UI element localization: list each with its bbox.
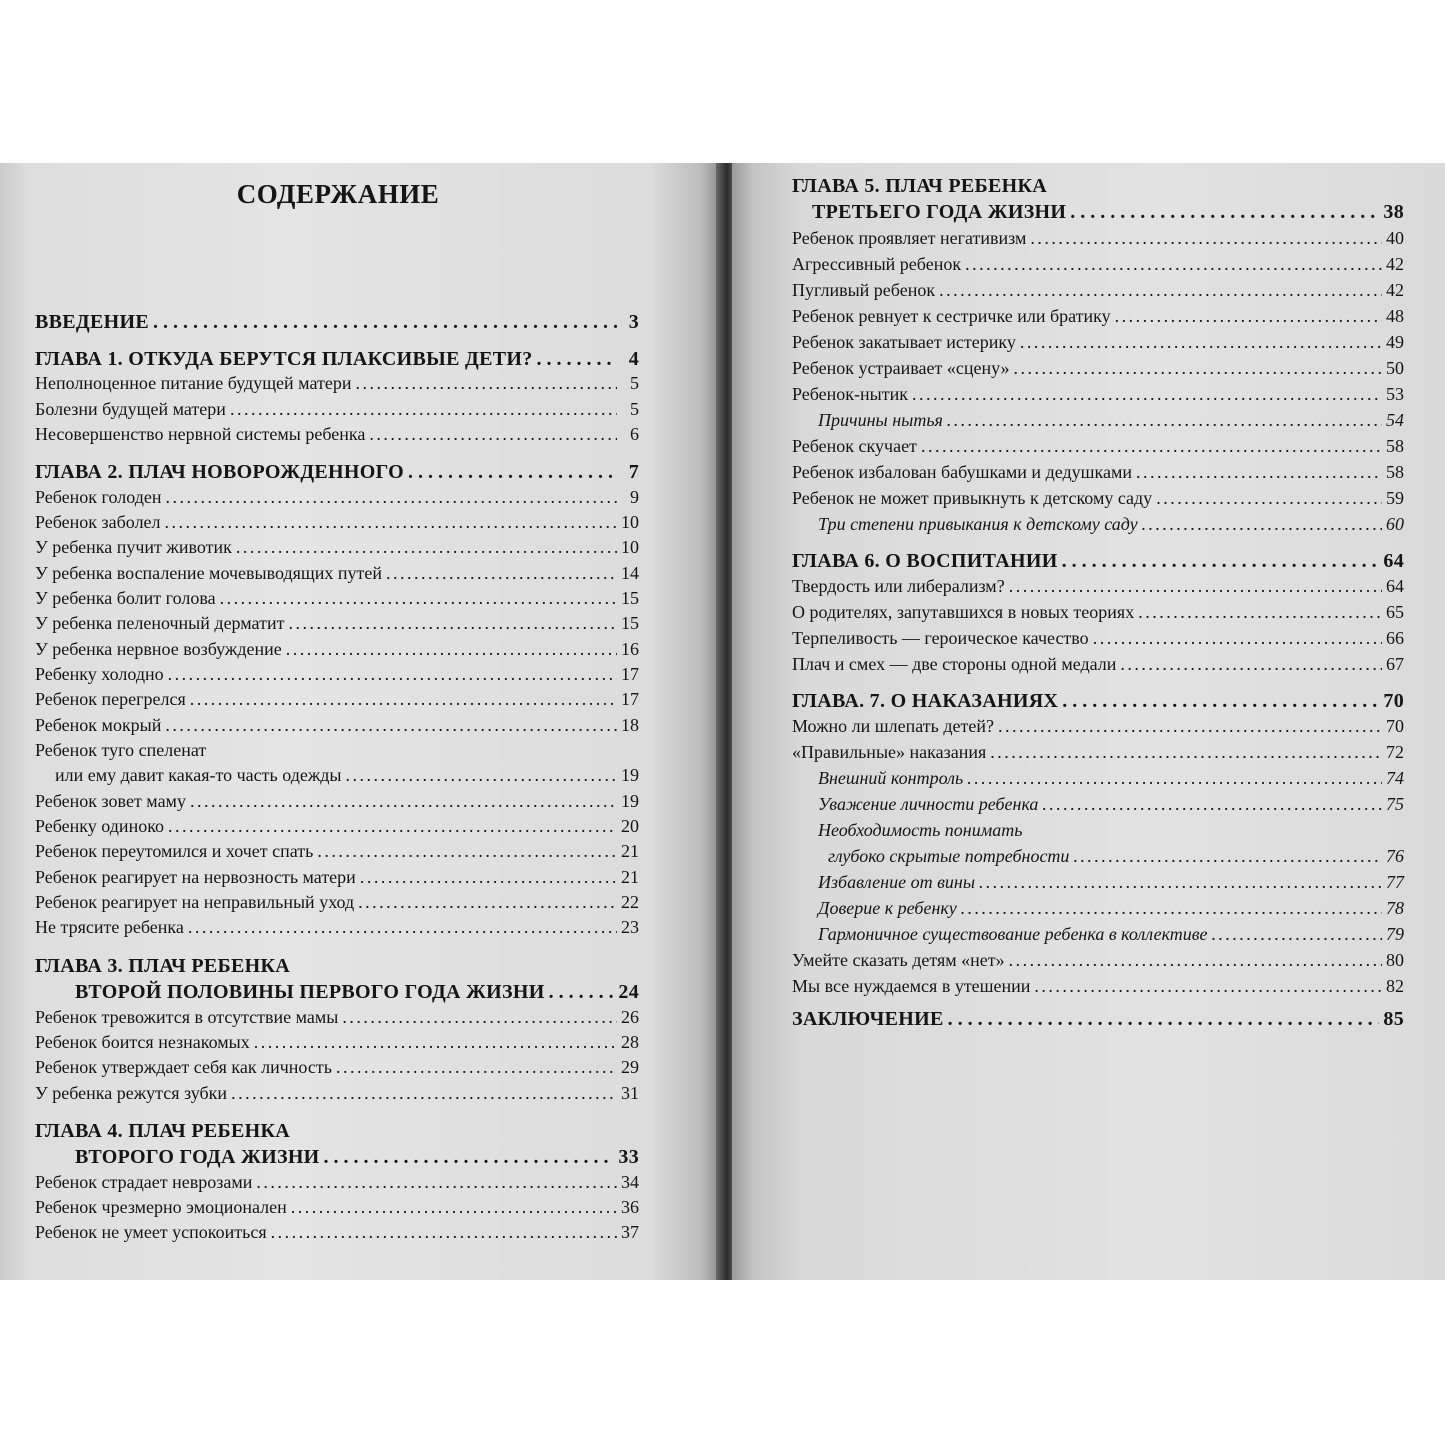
dot-leader (1156, 488, 1382, 509)
toc-entry[interactable] (35, 1172, 639, 1198)
toc-entry[interactable] (792, 654, 1404, 680)
dot-leader (1142, 514, 1382, 535)
toc-entry-label: ТРЕТЬЕГО ГОДА ЖИЗНИ (812, 201, 1067, 223)
toc-entry-label: «Правильные» наказания (792, 742, 987, 762)
toc-entry[interactable] (35, 613, 639, 639)
toc-entry-chapter-5[interactable]: ГЛАВА 5. ПЛАЧ РЕБЕНКА (792, 175, 1048, 197)
toc-entry[interactable] (35, 424, 639, 450)
toc-page-number: 10 (621, 537, 639, 557)
toc-entry[interactable] (35, 715, 639, 741)
toc-entry-label: Ребенок страдает неврозами (35, 1172, 253, 1192)
toc-entry-label: Ребенок заболел (35, 512, 161, 532)
toc-page-number: 36 (621, 1197, 639, 1217)
toc-entry[interactable] (792, 602, 1404, 628)
toc-page-number: 37 (621, 1222, 639, 1242)
dot-leader (998, 716, 1382, 737)
toc-entry-label: У ребенка нервное возбуждение (35, 639, 282, 659)
toc-entry-label: Ребенок перегрелся (35, 689, 186, 709)
toc-page-number: 42 (1386, 254, 1404, 274)
right-page (732, 163, 1445, 1280)
toc-page-number: 21 (621, 867, 639, 887)
toc-page-number: 48 (1386, 306, 1404, 326)
dot-leader (1042, 794, 1382, 815)
toc-page-number: 65 (1386, 602, 1404, 622)
toc-entry[interactable] (792, 358, 1404, 384)
toc-page-number: 49 (1386, 332, 1404, 352)
toc-page-number: 17 (621, 689, 639, 709)
toc-entry[interactable] (35, 639, 639, 665)
toc-entry-conclusion[interactable] (792, 1008, 1404, 1034)
dot-leader (1009, 576, 1382, 597)
toc-entry-label: Ребенок чрезмерно эмоционален (35, 1197, 287, 1217)
dot-leader (1138, 602, 1382, 623)
toc-entry-label: Гармоничное существование ребенка в коллективе (818, 924, 1208, 944)
toc-entry[interactable] (35, 1007, 639, 1033)
toc-entry-label: У ребенка воспаление мочевыводящих путей (35, 563, 383, 583)
toc-page-number: 58 (1386, 436, 1404, 456)
toc-entry-label: глубоко скрытые потребности (828, 846, 1070, 866)
dot-leader (1062, 550, 1380, 573)
toc-entry-label: О родителях, запутавшихся в новых теориях (792, 602, 1135, 622)
toc-entry-label: Уважение личности ребенка (818, 794, 1039, 814)
toc-page-number: 4 (628, 348, 639, 370)
dot-leader (358, 892, 617, 913)
toc-entry[interactable] (792, 228, 1404, 254)
dot-leader (1120, 654, 1382, 675)
toc-page-number: 53 (1386, 384, 1404, 404)
dot-leader (1030, 228, 1382, 249)
toc-entry[interactable] (792, 628, 1404, 654)
toc-entry-label: У ребенка пучит животик (35, 537, 232, 557)
dot-leader (355, 373, 617, 394)
dot-leader (967, 768, 1382, 789)
toc-page-number: 33 (618, 1146, 639, 1168)
toc-page-number: 70 (1386, 716, 1404, 736)
toc-entry-chapter-3-cont[interactable] (75, 981, 639, 1007)
toc-entry-label: Ребенок боится незнакомых (35, 1032, 250, 1052)
dot-leader (220, 588, 617, 609)
toc-heading: СОДЕРЖАНИЕ (236, 179, 440, 209)
toc-page-number: 15 (621, 613, 639, 633)
toc-page-number: 59 (1386, 488, 1404, 508)
dot-leader (271, 1222, 617, 1243)
toc-page-number: 66 (1386, 628, 1404, 648)
dot-leader (190, 791, 617, 812)
toc-entry-label: Ребенок зовет маму (35, 791, 186, 811)
toc-page-number: 82 (1386, 976, 1404, 996)
toc-entry-label: Ребенок тревожится в отсутствие мамы (35, 1007, 339, 1027)
toc-entry-label: Ребенок переутомился и хочет спать (35, 841, 314, 861)
dot-leader (1020, 332, 1382, 353)
toc-subentry[interactable] (818, 924, 1404, 950)
toc-page-number: 38 (1383, 201, 1404, 223)
toc-entry-label: Ребенок мокрый (35, 715, 162, 735)
toc-entry[interactable] (35, 689, 639, 715)
toc-page-number: 14 (621, 563, 639, 583)
toc-page-number: 75 (1386, 794, 1404, 814)
dot-leader (168, 664, 617, 685)
toc-entry-chapter-7[interactable] (792, 690, 1404, 716)
toc-page-number: 64 (1383, 550, 1404, 572)
toc-subentry[interactable] (818, 768, 1404, 794)
dot-leader (912, 384, 1382, 405)
toc-page-number: 19 (621, 791, 639, 811)
toc-page-number: 5 (630, 399, 639, 419)
toc-entry-label: ВТОРОЙ ПОЛОВИНЫ ПЕРВОГО ГОДА ЖИЗНИ (75, 981, 545, 1003)
toc-entry-label: Ребенок проявляет негативизм (792, 228, 1027, 248)
dot-leader (324, 1146, 615, 1169)
toc-entry-label: Умейте сказать детям «нет» (792, 950, 1005, 970)
toc-entry[interactable] (35, 1197, 639, 1223)
toc-page-number: 74 (1386, 768, 1404, 788)
toc-entry-label: Доверие к ребенку (818, 898, 957, 918)
toc-entry-label: Несовершенство нервной системы ребенка (35, 424, 366, 444)
toc-entry[interactable] (35, 373, 639, 399)
toc-entry[interactable] (35, 1222, 639, 1248)
dot-leader (342, 1007, 617, 1028)
toc-page-number: 42 (1386, 280, 1404, 300)
dot-leader (990, 742, 1382, 763)
toc-entry-label: Ребенок ревнует к сестричке или братику (792, 306, 1111, 326)
toc-subentry-label[interactable]: Необходимость понимать (818, 820, 1023, 840)
toc-entry-label: Агрессивный ребенок (792, 254, 962, 274)
toc-entry[interactable] (55, 765, 639, 791)
toc-page-number: 10 (621, 512, 639, 532)
toc-entry-label: Болезни будущей матери (35, 399, 226, 419)
toc-entry-introduction[interactable] (35, 311, 639, 337)
toc-entry[interactable] (35, 816, 639, 842)
dot-leader (948, 1008, 1380, 1031)
dot-leader (961, 898, 1382, 919)
toc-entry-chapter-5-cont[interactable] (812, 201, 1404, 227)
toc-entry[interactable] (792, 280, 1404, 306)
toc-page-number: 77 (1386, 872, 1404, 892)
dot-leader (317, 841, 617, 862)
toc-page-number: 21 (621, 841, 639, 861)
toc-entry[interactable] (35, 841, 639, 867)
dot-leader (346, 765, 617, 786)
toc-entry-label: Твердость или либерализм? (792, 576, 1005, 596)
toc-entry[interactable] (35, 664, 639, 690)
toc-entry-label: Терпеливость — героическое качество (792, 628, 1089, 648)
toc-page-number: 19 (621, 765, 639, 785)
toc-entry-label: Ребенок скучает (792, 436, 917, 456)
toc-entry[interactable] (35, 399, 639, 425)
dot-leader (1014, 358, 1382, 379)
toc-page-number: 22 (621, 892, 639, 912)
dot-leader (1009, 950, 1382, 971)
dot-leader (1062, 690, 1379, 713)
toc-entry[interactable] (35, 1057, 639, 1083)
toc-entry-label: Причины нытья (818, 410, 943, 430)
toc-entry-label: Можно ли шлепать детей? (792, 716, 994, 736)
toc-entry-label: Ребенок реагирует на неправильный уход (35, 892, 355, 912)
dot-leader (1212, 924, 1382, 945)
dot-leader (979, 872, 1382, 893)
dot-leader (288, 613, 617, 634)
toc-entry-label: Внешний контроль (818, 768, 964, 788)
toc-page-number: 85 (1383, 1008, 1404, 1030)
toc-entry-label: ГЛАВА 1. ОТКУДА БЕРУТСЯ ПЛАКСИВЫЕ ДЕТИ? (35, 348, 533, 370)
toc-page-number: 79 (1386, 924, 1404, 944)
toc-entry-label: ГЛАВА 6. О ВОСПИТАНИИ (792, 550, 1058, 572)
dot-leader (165, 715, 617, 736)
dot-leader (286, 639, 617, 660)
toc-page-number: 20 (621, 816, 639, 836)
toc-page-number: 40 (1386, 228, 1404, 248)
toc-entry[interactable] (35, 917, 639, 943)
toc-page-number: 72 (1386, 742, 1404, 762)
toc-subentry[interactable] (818, 898, 1404, 924)
toc-entry[interactable] (35, 512, 639, 538)
toc-page-number: 34 (621, 1172, 639, 1192)
dot-leader (939, 280, 1382, 301)
dot-leader (1093, 628, 1382, 649)
toc-entry-label: Ребенок не может привыкнуть к детскому саду (792, 488, 1153, 508)
dot-leader (291, 1197, 617, 1218)
toc-entry-chapter-6[interactable] (792, 550, 1404, 576)
toc-entry-label: Мы все нуждаемся в утешении (792, 976, 1031, 996)
toc-entry-label: У ребенка режутся зубки (35, 1083, 228, 1103)
toc-entry[interactable] (792, 742, 1404, 768)
toc-entry[interactable] (792, 950, 1404, 976)
toc-entry[interactable] (35, 588, 639, 614)
toc-entry[interactable] (35, 537, 639, 563)
dot-leader (231, 1083, 617, 1104)
toc-entry-label: Ребенок реагирует на нервозность матери (35, 867, 356, 887)
dot-leader (408, 461, 617, 484)
toc-entry-label: ГЛАВА. 7. О НАКАЗАНИЯХ (792, 690, 1059, 712)
toc-page-number: 26 (621, 1007, 639, 1027)
toc-subentry[interactable] (818, 794, 1404, 820)
toc-entry-label: Избавление от вины (818, 872, 976, 892)
toc-entry-label: Ребенку одиноко (35, 816, 165, 836)
toc-entry-label: ВВЕДЕНИЕ (35, 311, 149, 333)
dot-leader (549, 981, 615, 1004)
dot-leader (965, 254, 1382, 275)
dot-leader (1073, 846, 1382, 867)
toc-page-number: 9 (630, 487, 639, 507)
dot-leader (369, 424, 617, 445)
toc-page-number: 17 (621, 664, 639, 684)
toc-entry-label: У ребенка болит голова (35, 588, 216, 608)
toc-page-number: 29 (621, 1057, 639, 1077)
toc-entry-label: Ребенок голоден (35, 487, 162, 507)
toc-page-number: 6 (630, 424, 639, 444)
toc-subentry[interactable] (818, 872, 1404, 898)
dot-leader (1034, 976, 1382, 997)
dot-leader (254, 1032, 617, 1053)
dot-leader (360, 867, 617, 888)
toc-entry-chapter-2[interactable] (35, 461, 639, 487)
toc-entry[interactable] (35, 1032, 639, 1058)
toc-entry[interactable] (792, 462, 1404, 488)
toc-page-number: 60 (1386, 514, 1404, 534)
dot-leader (1136, 462, 1382, 483)
toc-page-number: 24 (618, 981, 639, 1003)
toc-entry[interactable] (35, 1083, 639, 1109)
left-page (0, 163, 722, 1280)
toc-page-number: 64 (1386, 576, 1404, 596)
toc-page-number: 16 (621, 639, 639, 659)
toc-page-number: 67 (1386, 654, 1404, 674)
toc-entry-label: ЗАКЛЮЧЕНИЕ (792, 1008, 944, 1030)
toc-entry[interactable] (35, 892, 639, 918)
dot-leader (947, 410, 1382, 431)
toc-entry-label: Пугливый ребенок (792, 280, 936, 300)
toc-entry[interactable] (35, 867, 639, 893)
toc-page-number: 54 (1386, 410, 1404, 430)
toc-page-number: 18 (621, 715, 639, 735)
dot-leader (230, 399, 617, 420)
toc-subentry[interactable] (818, 410, 1404, 436)
toc-entry-label: Ребенку холодно (35, 664, 164, 684)
toc-page-number: 76 (1386, 846, 1404, 866)
toc-entry-label: Неполноценное питание будущей матери (35, 373, 352, 393)
toc-entry-label: Ребенок закатывает истерику (792, 332, 1016, 352)
dot-leader (236, 537, 617, 558)
toc-page-number: 78 (1386, 898, 1404, 918)
toc-page-number: 31 (621, 1083, 639, 1103)
toc-entry-label: Плач и смех — две стороны одной медали (792, 654, 1117, 674)
dot-leader (336, 1057, 617, 1078)
toc-entry[interactable] (792, 384, 1404, 410)
toc-entry-label: ВТОРОГО ГОДА ЖИЗНИ (75, 1146, 320, 1168)
toc-entry[interactable] (35, 563, 639, 589)
toc-entry-label: У ребенка пеленочный дерматит (35, 613, 285, 633)
toc-entry[interactable] (792, 488, 1404, 514)
toc-entry-label: Ребенок не умеет успокоиться (35, 1222, 267, 1242)
toc-page-number: 3 (628, 311, 639, 333)
toc-entry-chapter-3[interactable]: ГЛАВА 3. ПЛАЧ РЕБЕНКА (35, 955, 291, 977)
toc-entry-label: Три степени привыкания к детскому саду (818, 514, 1138, 534)
toc-page-number: 7 (628, 461, 639, 483)
toc-entry-label: Ребенок избалован бабушками и дедушками (792, 462, 1132, 482)
toc-entry-chapter-4-cont[interactable] (75, 1146, 639, 1172)
toc-entry-label: ГЛАВА 2. ПЛАЧ НОВОРОЖДЕННОГО (35, 461, 405, 483)
dot-leader (1070, 201, 1379, 224)
toc-entry[interactable] (792, 576, 1404, 602)
dot-leader (386, 563, 617, 584)
toc-entry[interactable] (35, 487, 639, 513)
dot-leader (165, 512, 617, 533)
toc-page-number: 23 (621, 917, 639, 937)
toc-entry-label: Ребенок устраивает «сцену» (792, 358, 1010, 378)
toc-entry-chapter-1[interactable] (35, 348, 639, 374)
toc-entry[interactable] (792, 332, 1404, 358)
toc-page-number: 50 (1386, 358, 1404, 378)
toc-entry[interactable] (792, 436, 1404, 462)
dot-leader (256, 1172, 617, 1193)
toc-entry[interactable] (792, 306, 1404, 332)
toc-page-number: 70 (1383, 690, 1404, 712)
dot-leader (188, 917, 617, 938)
toc-entry-label[interactable]: Ребенок туго спеленат (35, 740, 207, 760)
toc-page-number: 28 (621, 1032, 639, 1052)
dot-leader (190, 689, 617, 710)
dot-leader (921, 436, 1382, 457)
dot-leader (153, 311, 617, 334)
toc-subentry[interactable] (818, 514, 1404, 540)
toc-subentry[interactable] (828, 846, 1404, 872)
dot-leader (168, 816, 617, 837)
toc-entry-label: или ему давит какая-то часть одежды (55, 765, 342, 785)
toc-page-number: 15 (621, 588, 639, 608)
toc-entry[interactable] (792, 254, 1404, 280)
toc-entry[interactable] (792, 976, 1404, 1002)
toc-entry[interactable] (792, 716, 1404, 742)
toc-entry-label: Не трясите ребенка (35, 917, 184, 937)
toc-entry-label: Ребенок-нытик (792, 384, 909, 404)
dot-leader (1115, 306, 1382, 327)
toc-entry-chapter-4[interactable]: ГЛАВА 4. ПЛАЧ РЕБЕНКА (35, 1120, 291, 1142)
dot-leader (166, 487, 618, 508)
toc-page-number: 5 (630, 373, 639, 393)
toc-entry-label: Ребенок утверждает себя как личность (35, 1057, 332, 1077)
toc-page-number: 58 (1386, 462, 1404, 482)
dot-leader (537, 348, 617, 371)
toc-page-number: 80 (1386, 950, 1404, 970)
toc-entry[interactable] (35, 791, 639, 817)
